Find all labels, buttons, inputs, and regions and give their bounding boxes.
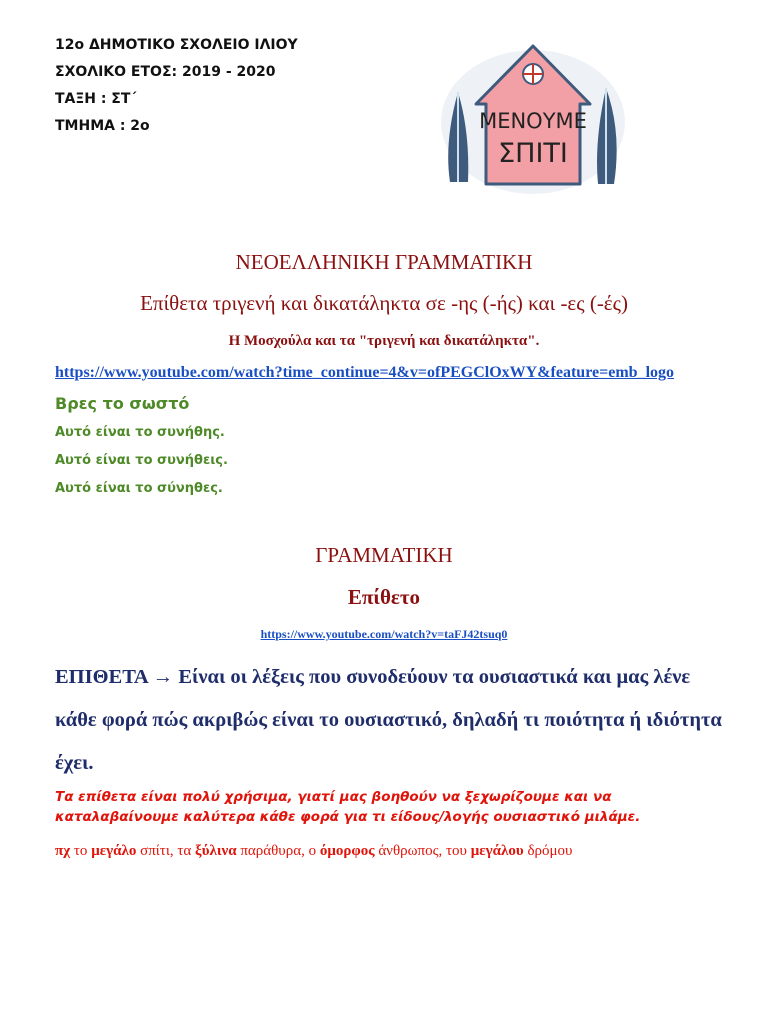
example-prefix: πχ [55, 843, 71, 859]
example-adjective: μεγάλου [470, 843, 524, 859]
example-sentence [55, 843, 572, 860]
quiz-title: Βρες το σωστό [55, 394, 190, 413]
window-icon [523, 64, 543, 84]
example-text: άνθρωπος, του [374, 843, 471, 859]
example-adjective: ξύλινα [195, 843, 237, 859]
quiz-option-2[interactable]: Αυτό είναι το συνήθεις. [55, 453, 228, 468]
example-adjective: όμορφος [319, 843, 375, 859]
quiz-option-1[interactable]: Αυτό είναι το συνήθης. [55, 425, 225, 440]
youtube-link-1[interactable]: https://www.youtube.com/watch?time_continue=4&v=ofPEGClOxWY&feature=emb_logo [55, 364, 675, 381]
quiz-option-3[interactable]: Αυτό είναι το σύνηθες. [55, 481, 223, 496]
section1-title: ΝΕΟΕΛΛΗΝΙΚΗ ΓΡΑΜΜΑΤΙΚΗ [235, 250, 533, 274]
youtube-link-2[interactable]: https://www.youtube.com/watch?v=taFJ42tsuq0 [260, 627, 508, 641]
adjective-note: Τα επίθετα είναι πολύ χρήσιμα, γιατί μας βοηθούν να ξεχωρίζουμε και να καταλαβαίνουμε καλύτερα κάθε φορά για τι είδους/λογής ουσιαστικό μιλάμε. [55, 789, 641, 825]
school-name: 12ο ΔΗΜΟΤΙΚΟ ΣΧΟΛΕΙΟ ΙΛΙΟΥ [55, 37, 298, 53]
logo-line-2: ΣΠΙΤΙ [498, 138, 568, 169]
example-adjective: μεγάλο [91, 843, 137, 859]
adjective-definition: ΕΠΙΘΕΤΑ → Είναι οι λέξεις που συνοδεύουν τα ουσιαστικά και μας λένε κάθε φορά πώς ακριβώς είναι το ουσιαστικό, δηλαδή τι ποιότητα ή ιδιότητα έχει. [55, 666, 722, 774]
example-text: παράθυρα, ο [236, 843, 320, 859]
school-year: ΣΧΟΛΙΚΟ ΕΤΟΣ: 2019 - 2020 [55, 64, 276, 80]
example-text: δρόμου [523, 843, 573, 859]
section2-title: ΓΡΑΜΜΑΤΙΚΗ [315, 543, 453, 567]
section2-subtitle: Επίθετο [347, 585, 421, 609]
stay-home-logo [436, 22, 630, 198]
example-text: σπίτι, τα [136, 843, 196, 859]
example-text: το [70, 843, 92, 859]
section1-subtitle: Επίθετα τριγενή και δικατάληκτα σε -ης (-ής) και -ες (-ές) [140, 291, 628, 315]
video-caption: Η Μοσχούλα και τα "τριγενή και δικατάληκτα". [228, 333, 540, 349]
grade: ΤΑΞΗ : ΣΤ΄ [55, 91, 137, 107]
logo-line-1: ΜΕΝΟΥΜΕ [479, 109, 587, 133]
school-header [55, 32, 298, 140]
class-section: ΤΜΗΜΑ : 2ο [55, 118, 150, 134]
youtube-link-2-row [0, 627, 768, 642]
